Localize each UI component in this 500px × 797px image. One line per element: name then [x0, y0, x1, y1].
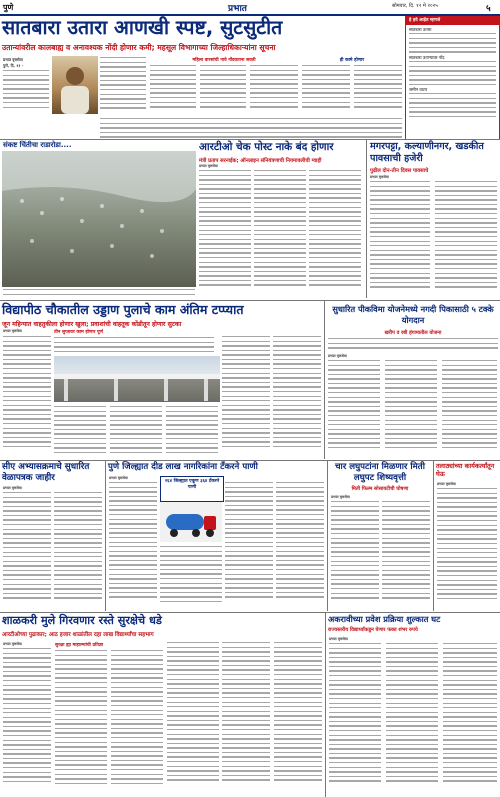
ca-headline: सीए अभ्यासक्रमाचे सुधारित वेळापत्रक जाहीर [2, 462, 90, 483]
lead-headline: सातबारा उतारा आणखी स्पष्ट, सुटसुटीत [2, 16, 283, 39]
tanker-headline: पुणे जिल्ह्यात दीड लाख नागरिकांना टँकरने पाणी [108, 462, 258, 472]
lead-dateline: पुणे, दि. ११ - [3, 63, 24, 68]
rto-subhead: मंत्री प्रताप सरनाईक; ऑनलाइन संनियंत्रणाची नियमावलीची ग्वाही [199, 158, 322, 164]
school-byline: प्रभात वृत्तसेवा [3, 642, 22, 646]
tanker-box-text: २६४ जिल्ह्यात एकूण ३६४ टँकरने पाणी [164, 479, 220, 490]
lead-col3 [150, 65, 196, 113]
person-photo [52, 56, 98, 114]
admission-byline: प्रभात वृत्तसेवा [329, 637, 348, 641]
admission-subhead: राज्यस्तरीय विद्यार्थ्यांकडून घेणार फक्त शंभर रुपये [328, 627, 418, 633]
flyover-scene [54, 356, 220, 402]
sidebar-box [405, 16, 500, 140]
masthead-logo: प्रभात [228, 4, 247, 14]
photo1-caption: संकष्ट चिंतीचा राडारोडा.... [3, 141, 72, 149]
rto-byline: प्रभात वृत्तसेवा [199, 164, 218, 168]
school-box-title: सुरक्षा ह्या माहात्म्यांची प्रतिज्ञा [55, 643, 104, 648]
masthead [0, 0, 500, 14]
inner-box-title: महिला वारसांची नावे नोंदवताना सवती [192, 58, 256, 63]
lead-strip [100, 118, 402, 138]
monsoon-byline: प्रभात वृत्तसेवा [370, 175, 389, 179]
rto-headline: आरटीओ चेक पोस्ट नाके बंद होणार [199, 141, 334, 153]
school-headline: शाळकरी मुले गिरवणार रस्ते सुरक्षेचे धडे [2, 614, 162, 627]
tanker-byline: प्रभात वृत्तसेवा [109, 476, 128, 480]
sidebar-item: सातबारा उताऱ्यावर नोंद [409, 55, 445, 60]
talathi-headline: तलाठ्यांच्या कार्यकर्त्यांतून घेऊ [436, 462, 495, 478]
admission-headline: अकरावीच्या प्रवेश प्रक्रिया शुल्कात घट [328, 614, 441, 624]
lead-col2 [100, 57, 146, 113]
yoga-byline: प्रभात वृत्तसेवा [328, 354, 347, 358]
monsoon-subhead: पुढील दोन-तीन दिवस पावसाचे [370, 168, 429, 174]
lead-byline: प्रभात वृत्तसेवा [3, 57, 23, 62]
lead-photo [52, 56, 98, 114]
school-subhead: आरटीओच्या पुढाकार; आठ हजार शाळांतील दहा लाख विद्यार्थ्यांचा सहभाग [2, 632, 154, 638]
masthead-date: सोमवार, दि. १२ मे २०२५ [392, 3, 438, 9]
flyover-subhead: जून महिन्यात वाहतुकीला होणार खुला; प्रवाशांची वाहतूक कोंडीतून होणार सुटका [2, 321, 182, 328]
scholarship-subhead: मिती फिल्म सोसायटीची घोषणा [351, 486, 409, 492]
scholarship-headline: चार लघुपटांना मिळणार मिती लघुपट शिष्यवृत्ती [335, 462, 425, 483]
tanker-photo [160, 502, 222, 542]
sidebar-item: सातबारा उतारा [409, 27, 432, 32]
photo1-cutline [3, 289, 195, 299]
right-box-title: ही कामे होणार [339, 58, 365, 63]
tanker-box [160, 476, 224, 502]
sidebar-title: हे हवे आहेत म्हणजे [406, 17, 499, 25]
crowd-photo [2, 151, 196, 287]
masthead-city: पुणे [3, 3, 14, 12]
lead-col1 [3, 70, 49, 112]
lead-col6 [302, 65, 350, 113]
lead-col7 [354, 65, 402, 113]
ca-byline: प्रभात वृत्तसेवा [3, 486, 22, 490]
flyover-photo [54, 356, 220, 402]
flyover-byline: प्रभात वृत्तसेवा [3, 329, 22, 333]
lead-col4 [200, 65, 246, 113]
flyover-headline: विद्यापीठ चौकातील उड्डाण पुलाचे काम अंतिम टप्प्यात [2, 302, 244, 317]
yoga-subhead: खरीप व रबी हंगामातील योजना [384, 330, 442, 336]
page-number: ५ [486, 4, 491, 14]
flyover-box-title: तीन लुप्तावर काम होणार पूर्ण [54, 330, 103, 335]
sidebar-item: जमीन वाटप [409, 87, 428, 92]
talathi-byline: प्रभात वृत्तसेवा [437, 482, 456, 486]
scholarship-byline: प्रभात वृत्तसेवा [331, 495, 350, 499]
crowd-scene [2, 151, 196, 287]
water-tanker-icon [160, 502, 222, 542]
lead-subhead: उतान्यांवरील कालबाह्य व अनावश्यक नोंदी होणार कमी; महसूल विभागाच्या जिल्हाधिकाऱ्यांना सूचना [2, 43, 276, 52]
yoga-headline: सुधारित पीकविमा योजनेमध्ये नगदी पिकासाठी ५ टक्के योगदान [332, 304, 494, 325]
lead-col5 [250, 65, 298, 113]
monsoon-headline: मगरपट्टा, कल्याणीनगर, खडकीत पावसाची हजेरी [370, 141, 484, 164]
